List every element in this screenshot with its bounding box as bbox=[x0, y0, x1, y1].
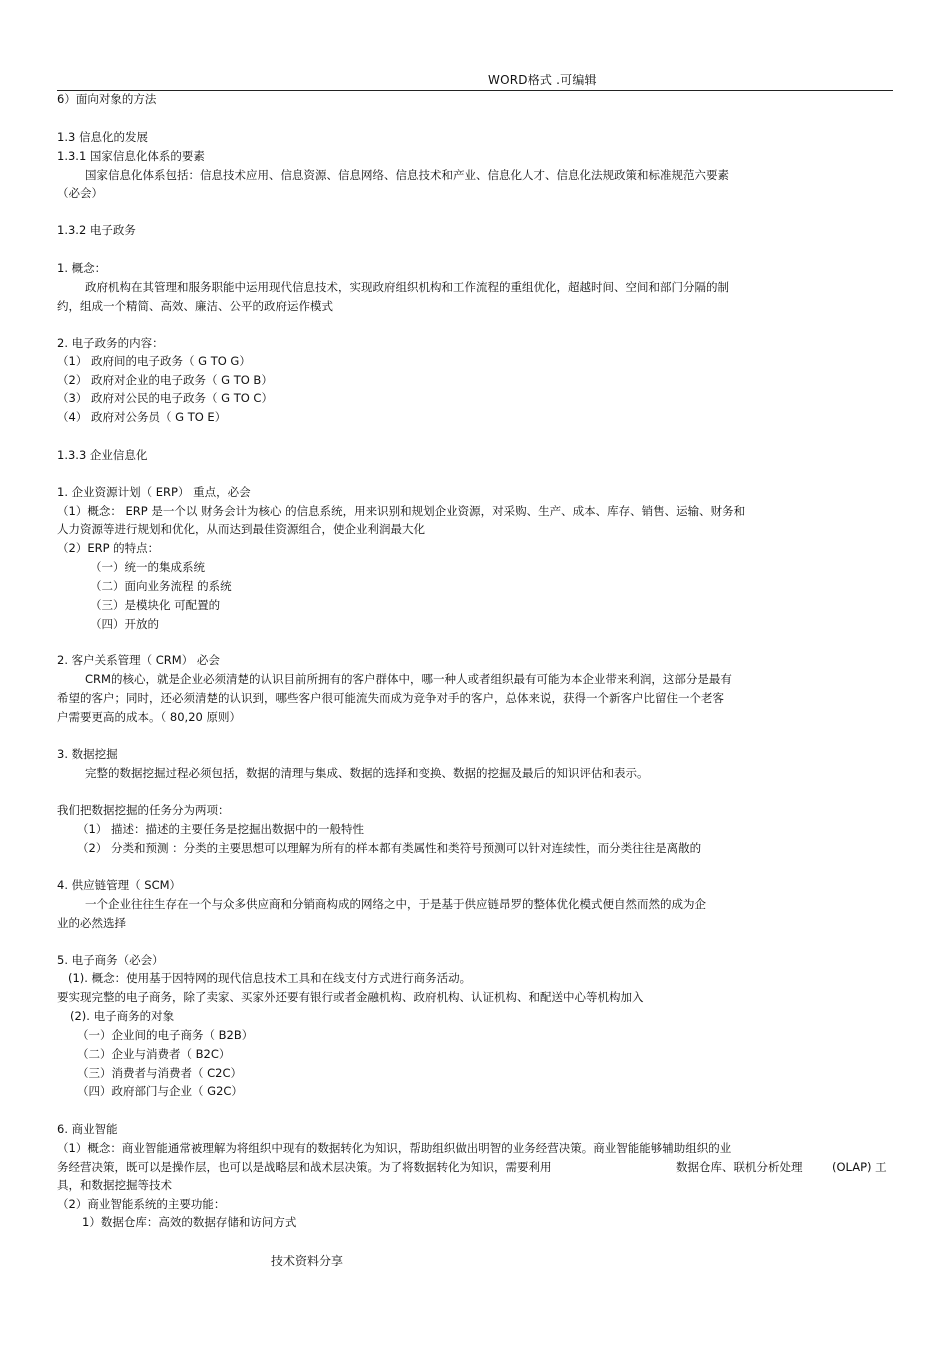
text-line: （2）商业智能系统的主要功能： bbox=[57, 1197, 226, 1211]
list-item: （一）企业间的电子商务（ B2B） bbox=[77, 1028, 254, 1042]
section-heading: 1.3.3 企业信息化 bbox=[57, 448, 148, 462]
text-line: 6. 商业智能 bbox=[57, 1122, 118, 1136]
list-item: （二）企业与消费者（ B2C） bbox=[77, 1047, 231, 1061]
text-line: 我们把数据挖掘的任务分为两项： bbox=[57, 803, 230, 817]
text-line: 1. 企业资源计划（ ERP） 重点，必会 bbox=[57, 485, 251, 499]
text-line: 户需要更高的成本。（ 80,20 原则） bbox=[57, 710, 241, 724]
text-line: 业的必然选择 bbox=[57, 916, 126, 930]
text-line: 政府机构在其管理和服务职能中运用现代信息技术，实现政府组织机构和工作流程的重组优化，超越时间、空间和部门分隔的制 bbox=[85, 280, 729, 294]
list-item: （三）是模块化 可配置的 bbox=[90, 598, 221, 612]
text-line: 具，和数据挖掘等技术 bbox=[57, 1178, 172, 1192]
list-item: （3） 政府对公民的电子政务（ G TO C） bbox=[57, 391, 273, 405]
text-line: 6）面向对象的方法 bbox=[57, 92, 157, 106]
text-line: 4. 供应链管理（ SCM） bbox=[57, 878, 182, 892]
text-line: 国家信息化体系包括：信息技术应用、信息资源、信息网络、信息技术和产业、信息化人才、信息化法规政策和标准规范六要素 bbox=[85, 168, 729, 182]
list-item: （二）面向业务流程 的系统 bbox=[90, 579, 232, 593]
text-line: 完整的数据挖掘过程必须包括，数据的清理与集成、数据的选择和变换、数据的挖掘及最后的知识评估和表示。 bbox=[85, 766, 649, 780]
list-item: （2） 分类和预测 ：分类的主要思想可以理解为所有的样本都有类属性和类符号预测可以针对连续性，而分类往往是离散的 bbox=[77, 841, 702, 855]
text-line: 希望的客户；同时，还必须清楚的认识到，哪些客户很可能流失而成为竞争对手的客户，总体来说，获得一个新客户比留住一个老客 bbox=[57, 691, 724, 705]
list-item: （1） 政府间的电子政务（ G TO G） bbox=[57, 354, 251, 368]
text-line: 约，组成一个精简、高效、廉洁、公平的政府运作模式 bbox=[57, 299, 333, 313]
text-line: （必会） bbox=[57, 186, 103, 200]
text-line: 2. 电子政务的内容： bbox=[57, 336, 164, 350]
list-item: （4） 政府对公务员（ G TO E） bbox=[57, 410, 227, 424]
text-line: 要实现完整的电子商务，除了卖家、买家外还要有银行或者金融机构、政府机构、认证机构、和配送中心等机构加入 bbox=[57, 990, 644, 1004]
list-item: （三）消费者与消费者（ C2C） bbox=[77, 1066, 243, 1080]
text-line: CRM的核心，就是企业必须清楚的认识目前所拥有的客户群体中，哪一种人或者组织最有可能为本企业带来利润，这部分是最有 bbox=[85, 672, 732, 686]
list-item: （2） 政府对企业的电子政务（ G TO B） bbox=[57, 373, 273, 387]
page-footer: 技术资料分享 bbox=[271, 1254, 344, 1268]
page-header-title: WORD格式 .可编辑 bbox=[488, 73, 597, 87]
text-line: 数据仓库、联机分析处理 bbox=[676, 1160, 803, 1174]
section-heading: 1.3.1 国家信息化体系的要素 bbox=[57, 149, 205, 163]
header-divider bbox=[57, 90, 893, 91]
list-item: （一）统一的集成系统 bbox=[90, 560, 205, 574]
list-item: （四）政府部门与企业（ G2C） bbox=[77, 1084, 243, 1098]
list-item: （1） 描述：描述的主要任务是挖掘出数据中的一般特性 bbox=[77, 822, 364, 836]
text-line: 5. 电子商务（必会） bbox=[57, 953, 164, 967]
text-line: 务经营决策，既可以是操作层，也可以是战略层和战术层决策。为了将数据转化为知识，需要利用 bbox=[57, 1160, 552, 1174]
text-line: (2). 电子商务的对象 bbox=[70, 1009, 175, 1023]
section-heading: 1.3 信息化的发展 bbox=[57, 130, 148, 144]
section-heading: 1.3.2 电子政务 bbox=[57, 223, 136, 237]
text-line: （2）ERP 的特点： bbox=[57, 541, 160, 555]
list-item: 1）数据仓库：高效的数据存储和访问方式 bbox=[82, 1215, 297, 1229]
text-line: 2. 客户关系管理（ CRM） 必会 bbox=[57, 653, 220, 667]
text-line: 一个企业往往生存在一个与众多供应商和分销商构成的网络之中，于是基于供应链昂罗的整体优化模式便自然而然的成为企 bbox=[85, 897, 706, 911]
text-line: 人力资源等进行规划和优化，从而达到最佳资源组合，使企业利润最大化 bbox=[57, 522, 425, 536]
text-line: 1. 概念： bbox=[57, 261, 107, 275]
text-line: (1). 概念：使用基于因特网的现代信息技术工具和在线支付方式进行商务活动。 bbox=[68, 971, 472, 985]
text-line: (OLAP) 工 bbox=[832, 1160, 887, 1174]
text-line: （1）概念：商业智能通常被理解为将组织中现有的数据转化为知识，帮助组织做出明智的业务经营决策。商业智能能够辅助组织的业 bbox=[57, 1141, 732, 1155]
text-line: 3. 数据挖掘 bbox=[57, 747, 118, 761]
list-item: （四）开放的 bbox=[90, 617, 159, 631]
text-line: （1）概念： ERP 是一个以 财务会计为核心 的信息系统，用来识别和规划企业资源，对采购、生产、成本、库存、销售、运输、财务和 bbox=[57, 504, 746, 518]
